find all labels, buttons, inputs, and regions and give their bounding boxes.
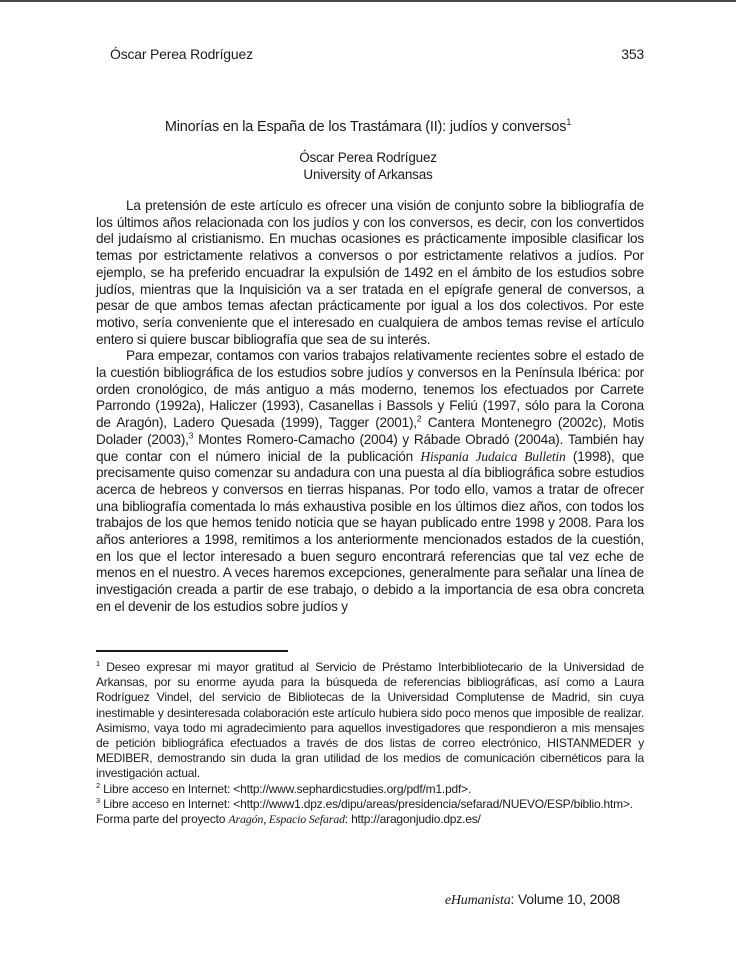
footnote-3-marker: 3 <box>96 795 100 805</box>
footnote-ref-3: 3 <box>188 430 194 441</box>
journal-name-italic: eHumanista <box>444 893 511 908</box>
article-body <box>96 198 644 616</box>
running-head <box>96 46 644 62</box>
paragraph-2-text: Cantera Montenegro (2002c), Motis Dolader (2003), <box>96 415 644 447</box>
footer-volume-text: : Volume 10, 2008 <box>510 891 620 907</box>
footnote-3-text: Libre acceso en Internet: <http://www1.dpz.es/dipu/areas/presidencia/sefarad/NUEVO/ESP/biblio.htm>. <box>99 796 633 811</box>
running-head-author: Óscar Perea Rodríguez <box>110 46 253 62</box>
project-line-url: : http://aragonjudio.dpz.es/ <box>344 812 481 827</box>
page-number: 353 <box>621 46 644 62</box>
page-top-edge <box>0 0 736 2</box>
footnote-1-marker: 1 <box>96 659 100 668</box>
footnotes-section <box>96 650 644 827</box>
project-line-prefix: Forma parte del proyecto <box>96 812 229 827</box>
paragraph-2 <box>96 348 644 615</box>
footnote-project-line <box>96 812 644 827</box>
footnote-1 <box>96 660 644 782</box>
paragraph-2-text: Montes Romero-Camacho (2004) y Rábade Obradó (2004a). También hay que contar con el número inicial de la publicación <box>96 431 644 464</box>
footnote-1-text: Deseo expresar mi mayor gratitud al Servicio de Préstamo Interbibliotecario de la Universidad de Arkansas, por su enorme ayuda para la búsqueda de referencias bibliográficas, así como a Laura Rodríguez Vindel, del servicio de Bibliotecas de la Universidad Complutense de Madrid, sin cuya inestimable y desinteresada colaboración este artículo hubiera sido poco menos que imposible de realizar. Asimismo, vaya todo mi agradecimiento para aquellos investigadores que respondieron a mis mensajes de petición bibliográfica efectuados a través de dos listas de correo electrónico, HISTANMEDER y MEDIBER, demostrando sin duda la gran utilidad de los medios de comunicación cibernéticos para la investigación actual. <box>96 660 644 781</box>
byline <box>0 150 736 183</box>
paragraph-2-text: Para empezar, contamos con varios trabajos relativamente recientes sobre el estado de la cuestión bibliográfica de los estudios sobre judíos y conversos en la Península Ibérica: por orden cronológico, de más antiguo a más moderno, tenemos los efectuados por Carrete Parrondo (1992a), Haliczer (1993), Casanellas i Bassols y Feliú (1997, sólo para la Corona de Aragón), Ladero Quesada (1999), Tagger (2001), <box>96 348 644 431</box>
footnote-3 <box>96 797 644 812</box>
project-name-italic: Aragón, Espacio Sefarad <box>228 812 345 827</box>
footnote-2 <box>96 782 644 797</box>
footnote-2-text: Libre acceso en Internet: <http://www.sephardicstudies.org/pdf/m1.pdf>. <box>99 781 472 796</box>
paragraph-1: La pretensión de este artículo es ofrecer una visión de conjunto sobre la bibliografía de los últimos años relacionada con los judíos y con los conversos, es decir, con los convertidos del judaísmo al cristianismo. En muchas ocasiones es prácticamente imposible clasificar los temas por estrictamente relativos a conversos o por estrictamente relativos a judíos. Por ejemplo, se ha preferido encuadrar la expulsión de 1492 en el ámbito de los estudios sobre judíos, mientras que la Inquisición va a ser tratada en el epígrafe general de conversos, a pesar de que ambos temas afectan prácticamente por igual a los dos colectivos. Por este motivo, sería conveniente que el interesado en cualquiera de ambos temas revise el artículo entero si quiere buscar bibliografía que sea de su interés. <box>96 198 644 347</box>
byline-affiliation: University of Arkansas <box>303 166 433 182</box>
footnote-ref-2: 2 <box>416 413 422 424</box>
article-title: Minorías en la España de los Trastámara (II): judíos y conversos <box>164 119 567 135</box>
footnote-separator <box>96 650 288 652</box>
page-footer <box>96 891 620 909</box>
title-block <box>60 119 676 135</box>
title-footnote-ref: 1 <box>566 117 572 128</box>
journal-title-italic: Hispania Judaica Bulletin <box>420 448 566 464</box>
byline-author: Óscar Perea Rodríguez <box>299 150 437 165</box>
paragraph-2-text: (1998), que precisamente quiso comenzar su andadura con una puesta al día bibliográfica sobre estudios acerca de hebreos y conversos en tierras hispanas. Por todo ello, vamos a tratar de ofrecer una bibliografía comentada lo más exhaustiva posible en los últimos diez años, con todos los trabajos de los que hemos tenido noticia que se hayan publicado entre 1998 y 2008. Para los años anteriores a 1998, remitimos a los anteriormente mencionados estados de la cuestión, en los que el lector interesado a buen seguro encontrará referencias que tal vez eche de menos en el nuestro. A veces haremos excepciones, generalmente para señalar una línea de investigación creada a partir de ese trabajo, o debido a la importancia de esa obra concreta en el devenir de los estudios sobre judíos y <box>96 448 645 614</box>
footnote-2-marker: 2 <box>96 780 100 790</box>
